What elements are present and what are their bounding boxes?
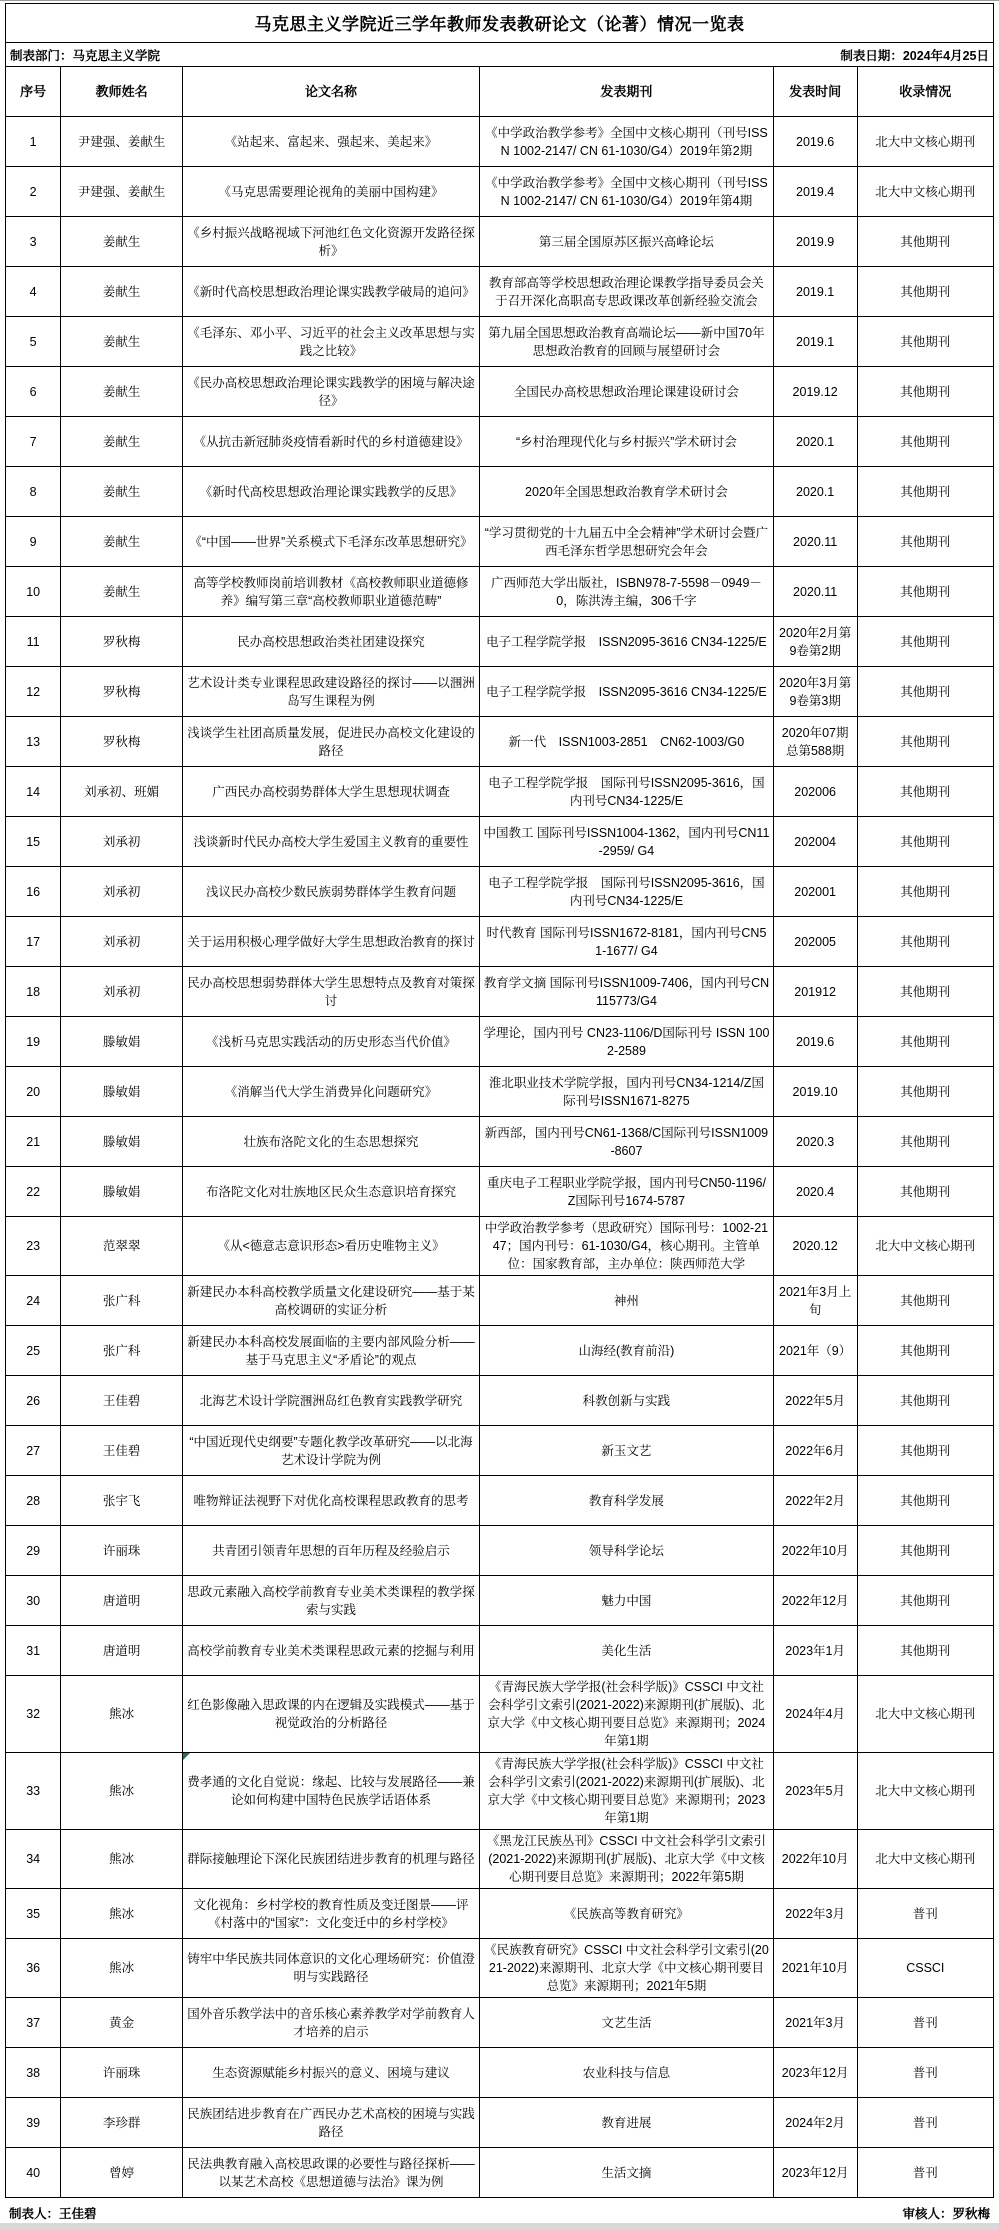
cell-teacher: 王佳碧 [61,1426,183,1476]
cell-index-status: CSSCI [857,1939,993,1998]
table-row [6,1067,994,1117]
cell-journal: 教育学文摘 国际刊号ISSN1009-7406，国内刊号CN115773/G4 [480,967,773,1017]
cell-index-status: 其他期刊 [857,217,993,267]
cell-journal: 《青海民族大学学报(社会科学版)》CSSCI 中文社会科学引文索引(2021-2022)来源期刊(扩展版)、北京大学《中文核心期刊要目总览》来源期刊；2024年第1期 [480,1676,773,1753]
cell-index-status: 其他期刊 [857,817,993,867]
cell-no: 27 [6,1426,61,1476]
cell-date: 2023年12月 [773,2048,857,2098]
cell-no: 21 [6,1117,61,1167]
table-row [6,1753,994,1830]
table-row [6,317,994,367]
cell-date: 202004 [773,817,857,867]
table-row [6,1939,994,1998]
cell-paper-title: 《乡村振兴战略视域下河池红色文化资源开发路径探析》 [182,217,479,267]
cell-journal: 文艺生活 [480,1998,773,2048]
cell-date: 2021年（9） [773,1326,857,1376]
cell-no: 34 [6,1830,61,1889]
cell-no: 10 [6,567,61,617]
cell-index-status: 其他期刊 [857,1376,993,1426]
cell-index-status: 北大中文核心期刊 [857,1217,993,1276]
cell-index-status: 其他期刊 [857,867,993,917]
cell-paper-title: 浅谈学生社团高质量发展，促进民办高校文化建设的路径 [182,717,479,767]
cell-index-status: 其他期刊 [857,567,993,617]
cell-teacher: 罗秋梅 [61,667,183,717]
cell-teacher: 熊冰 [61,1939,183,1998]
cell-paper-title: 《毛泽东、邓小平、习近平的社会主义改革思想与实践之比较》 [182,317,479,367]
table-row [6,467,994,517]
cell-paper-title: 思政元素融入高校学前教育专业美术类课程的教学探索与实践 [182,1576,479,1626]
cell-date: 202005 [773,917,857,967]
cell-index-status: 其他期刊 [857,1326,993,1376]
header-journal: 发表期刊 [480,67,773,117]
cell-date: 2020.3 [773,1117,857,1167]
cell-no: 35 [6,1889,61,1939]
cell-paper-title: 民族团结进步教育在广西民办艺术高校的困境与实践路径 [182,2098,479,2148]
cell-teacher: 滕敏娟 [61,1067,183,1117]
cell-no: 38 [6,2048,61,2098]
cell-journal: 领导科学论坛 [480,1526,773,1576]
cell-no: 26 [6,1376,61,1426]
cell-paper-title: 《马克思需要理论视角的美丽中国构建》 [182,167,479,217]
cell-index-status: 其他期刊 [857,917,993,967]
cell-no: 32 [6,1676,61,1753]
cell-journal: 生活文摘 [480,2148,773,2198]
cell-date: 2019.6 [773,1017,857,1067]
cell-teacher: 姜献生 [61,517,183,567]
table-row [6,117,994,167]
cell-index-status: 普刊 [857,1889,993,1939]
cell-paper-title: 《消解当代大学生消费异化问题研究》 [182,1067,479,1117]
table-row [6,1476,994,1526]
cell-date: 2019.1 [773,267,857,317]
table-row [6,1376,994,1426]
cell-index-status: 北大中文核心期刊 [857,1676,993,1753]
cell-date: 2020.1 [773,467,857,517]
cell-journal: 山海经(教育前沿) [480,1326,773,1376]
cell-journal: “学习贯彻党的十九届五中全会精神”学术研讨会暨广西毛泽东哲学思想研究会年会 [480,517,773,567]
cell-paper-title: 浅谈新时代民办高校大学生爱国主义教育的重要性 [182,817,479,867]
table-row [6,1167,994,1217]
cell-journal: 《中学政治教学参考》全国中文核心期刊（刊号ISSN 1002-2147/ CN 61-1030/G4）2019年第2期 [480,117,773,167]
cell-index-status: 其他期刊 [857,1626,993,1676]
cell-no: 19 [6,1017,61,1067]
table-row [6,917,994,967]
header-paper-title: 论文名称 [182,67,479,117]
table-row [6,267,994,317]
table-row [6,1526,994,1576]
cell-no: 31 [6,1626,61,1676]
table-row [6,1576,994,1626]
cell-journal: 科教创新与实践 [480,1376,773,1426]
cell-journal: 第九届全国思想政治教育高端论坛——新中国70年思想政治教育的回顾与展望研讨会 [480,317,773,367]
cell-index-status: 其他期刊 [857,617,993,667]
cell-paper-title: 费孝通的文化自觉说：缘起、比较与发展路径——兼论如何构建中国特色民族学话语体系 [182,1753,479,1830]
cell-index-status: 其他期刊 [857,1526,993,1576]
cell-no: 16 [6,867,61,917]
report-date-label: 制表日期：2024年4月25日 [840,49,989,63]
cell-index-status: 其他期刊 [857,667,993,717]
cell-paper-title: 铸牢中华民族共同体意识的文化心理场研究：价值澄明与实践路径 [182,1939,479,1998]
cell-paper-title: 《新时代高校思想政治理论课实践教学的反思》 [182,467,479,517]
cell-paper-title: 文化视角：乡村学校的教育性质及变迁图景——评《村落中的“国家”：文化变迁中的乡村学校》 [182,1889,479,1939]
cell-index-status: 其他期刊 [857,1067,993,1117]
cell-teacher: 熊冰 [61,1753,183,1830]
cell-index-status: 其他期刊 [857,267,993,317]
table-row [6,1830,994,1889]
cell-teacher: 滕敏娟 [61,1117,183,1167]
header-date: 发表时间 [773,67,857,117]
cell-no: 17 [6,917,61,967]
cell-date: 202001 [773,867,857,917]
cell-paper-title: 艺术设计类专业课程思政建设路径的探讨——以涠洲岛写生课程为例 [182,667,479,717]
cell-index-status: 其他期刊 [857,1167,993,1217]
cell-teacher: 唐道明 [61,1576,183,1626]
table-row [6,1676,994,1753]
cell-index-status: 其他期刊 [857,1426,993,1476]
cell-no: 37 [6,1998,61,2048]
cell-date: 201912 [773,967,857,1017]
cell-journal: 淮北职业技术学院学报，国内刊号CN34-1214/Z国际刊号ISSN1671-8275 [480,1067,773,1117]
cell-paper-title: 《浅析马克思实践活动的历史形态当代价值》 [182,1017,479,1067]
cell-index-status: 其他期刊 [857,1117,993,1167]
cell-date: 2022年10月 [773,1526,857,1576]
table-row [6,367,994,417]
cell-paper-title: 《从<德意志意识形态>看历史唯物主义》 [182,1217,479,1276]
table-row [6,867,994,917]
cell-no: 4 [6,267,61,317]
cell-date: 2021年3月上旬 [773,1276,857,1326]
cell-index-status: 其他期刊 [857,767,993,817]
cell-journal: 新玉文艺 [480,1426,773,1476]
cell-journal: “乡村治理现代化与乡村振兴”学术研讨会 [480,417,773,467]
cell-no: 12 [6,667,61,717]
cell-index-status: 其他期刊 [857,517,993,567]
cell-journal: 学理论，国内刊号 CN23-1106/D国际刊号 ISSN 1002-2589 [480,1017,773,1067]
cell-index-status: 普刊 [857,2148,993,2198]
cell-date: 2023年5月 [773,1753,857,1830]
cell-teacher: 刘承初 [61,917,183,967]
cell-paper-title: “中国近现代史纲要”专题化教学改革研究——以北海艺术设计学院为例 [182,1426,479,1476]
header-teacher: 教师姓名 [61,67,183,117]
cell-teacher: 刘承初 [61,817,183,867]
cell-teacher: 滕敏娟 [61,1167,183,1217]
cell-no: 20 [6,1067,61,1117]
header-index-status: 收录情况 [857,67,993,117]
cell-journal: 《黑龙江民族丛刊》CSSCI 中文社会科学引文索引(2021-2022)来源期刊(扩展版)、北京大学《中文核心期刊要目总览》来源期刊；2022年第5期 [480,1830,773,1889]
cell-teacher: 滕敏娟 [61,1017,183,1067]
cell-teacher: 姜献生 [61,217,183,267]
cell-no: 13 [6,717,61,767]
cell-index-status: 普刊 [857,2048,993,2098]
cell-date: 2024年4月 [773,1676,857,1753]
department-label: 制表部门：马克思主义学院 [10,49,161,63]
cell-date: 2023年12月 [773,2148,857,2198]
cell-paper-title: 高等学校教师岗前培训教材《高校教师职业道德修养》编写第三章“高校教师职业道德范畴” [182,567,479,617]
cell-paper-title: 民办高校思想政治类社团建设探究 [182,617,479,667]
cell-date: 2020年07期总第588期 [773,717,857,767]
cell-date: 2019.1 [773,317,857,367]
cell-journal: 教育部高等学校思想政治理论课教学指导委员会关于召开深化高职高专思政课改革创新经验交流会 [480,267,773,317]
cell-no: 2 [6,167,61,217]
cell-paper-title: 《民办高校思想政治理论课实践教学的困境与解决途径》 [182,367,479,417]
table-body [6,117,994,2198]
cell-paper-title: 唯物辩证法视野下对优化高校课程思政教育的思考 [182,1476,479,1526]
cell-date: 2022年10月 [773,1830,857,1889]
cell-no: 8 [6,467,61,517]
cell-no: 29 [6,1526,61,1576]
cell-index-status: 其他期刊 [857,1576,993,1626]
table-row [6,2048,994,2098]
table-row [6,1017,994,1067]
table-row [6,817,994,867]
cell-journal: 《青海民族大学学报(社会科学版)》CSSCI 中文社会科学引文索引(2021-2022)来源期刊(扩展版)、北京大学《中文核心期刊要目总览》来源期刊；2023年第1期 [480,1753,773,1830]
cell-date: 2022年6月 [773,1426,857,1476]
cell-no: 6 [6,367,61,417]
cell-teacher: 曾婷 [61,2148,183,2198]
cell-paper-title: 布洛陀文化对壮族地区民众生态意识培育探究 [182,1167,479,1217]
cell-journal: 电子工程学院学报 ISSN2095-3616 CN34-1225/E [480,667,773,717]
cell-paper-title: 国外音乐教学法中的音乐核心素养教学对学前教育人才培养的启示 [182,1998,479,2048]
cell-index-status: 其他期刊 [857,467,993,517]
table-row [6,1426,994,1476]
cell-no: 3 [6,217,61,267]
cell-index-status: 北大中文核心期刊 [857,1753,993,1830]
cell-index-status: 北大中文核心期刊 [857,1830,993,1889]
cell-journal: 新一代 ISSN1003-2851 CN62-1003/G0 [480,717,773,767]
cell-date: 2020.11 [773,517,857,567]
cell-paper-title: 广西民办高校弱势群体大学生思想现状调查 [182,767,479,817]
cell-index-status: 普刊 [857,2098,993,2148]
cell-index-status: 其他期刊 [857,1276,993,1326]
cell-date: 2020年3月第9卷第3期 [773,667,857,717]
table-row [6,167,994,217]
table-row [6,2098,994,2148]
cell-teacher: 尹建强、姜献生 [61,117,183,167]
cell-no: 18 [6,967,61,1017]
cell-date: 2020.12 [773,1217,857,1276]
preparer-label: 制表人：王佳碧 [9,2207,97,2221]
table-row [6,717,994,767]
cell-date: 2022年12月 [773,1576,857,1626]
cell-paper-title: 北海艺术设计学院涠洲岛红色教育实践教学研究 [182,1376,479,1426]
cell-journal: 美化生活 [480,1626,773,1676]
cell-journal: 魅力中国 [480,1576,773,1626]
cell-date: 2019.12 [773,367,857,417]
cell-teacher: 姜献生 [61,417,183,467]
cell-date: 2019.9 [773,217,857,267]
table-row [6,217,994,267]
cell-date: 2021年3月 [773,1998,857,2048]
cell-date: 2020.1 [773,417,857,467]
cell-date: 2020.11 [773,567,857,617]
table-row [6,617,994,667]
cell-date: 2024年2月 [773,2098,857,2148]
cell-date: 202006 [773,767,857,817]
cell-teacher: 李珍群 [61,2098,183,2148]
table-row [6,417,994,467]
table-row [6,1326,994,1376]
cell-no: 28 [6,1476,61,1526]
cell-index-status: 其他期刊 [857,317,993,367]
cell-journal: 新西部，国内刊号CN61-1368/C国际刊号ISSN1009-8607 [480,1117,773,1167]
cell-journal: 《中学政治教学参考》全国中文核心期刊（刊号ISSN 1002-2147/ CN 61-1030/G4）2019年第4期 [480,167,773,217]
cell-teacher: 张广科 [61,1326,183,1376]
meta-row [5,43,994,66]
table-row [6,767,994,817]
cell-no: 30 [6,1576,61,1626]
cell-teacher: 张广科 [61,1276,183,1326]
cell-paper-title: 《新时代高校思想政治理论课实践教学破局的追问》 [182,267,479,317]
cell-journal: 教育进展 [480,2098,773,2148]
cell-teacher: 熊冰 [61,1889,183,1939]
cell-teacher: 张宇飞 [61,1476,183,1526]
cell-paper-title: 群际接触理论下深化民族团结进步教育的机理与路径 [182,1830,479,1889]
page-title: 马克思主义学院近三学年教师发表教研论文（论著）情况一览表 [5,3,994,43]
papers-table [5,66,994,2198]
cell-index-status: 北大中文核心期刊 [857,117,993,167]
cell-paper-title: 民法典教育融入高校思政课的必要性与路径探析——以某艺术高校《思想道德与法治》课为例 [182,2148,479,2198]
cell-index-status: 其他期刊 [857,417,993,467]
cell-journal: 《民族高等教育研究》 [480,1889,773,1939]
cell-journal: 农业科技与信息 [480,2048,773,2098]
cell-index-status: 其他期刊 [857,367,993,417]
cell-no: 15 [6,817,61,867]
cell-index-status: 其他期刊 [857,967,993,1017]
cell-journal: 重庆电子工程职业学院学报，国内刊号CN50-1196/Z国际刊号1674-5787 [480,1167,773,1217]
cell-teacher: 罗秋梅 [61,617,183,667]
cell-journal: 电子工程学院学报 国际刊号ISSN2095-3616，国内刊号CN34-1225/E [480,767,773,817]
table-row [6,1889,994,1939]
cell-date: 2020年2月第9卷第2期 [773,617,857,667]
cell-no: 1 [6,117,61,167]
cell-date: 2019.6 [773,117,857,167]
cell-date: 2022年5月 [773,1376,857,1426]
cell-index-status: 其他期刊 [857,1476,993,1526]
cell-journal: 电子工程学院学报 国际刊号ISSN2095-3616，国内刊号CN34-1225/E [480,867,773,917]
reviewer-label: 审核人：罗秋梅 [902,2207,990,2221]
table-row [6,2148,994,2198]
cell-teacher: 许丽珠 [61,1526,183,1576]
table-row [6,967,994,1017]
cell-teacher: 罗秋梅 [61,717,183,767]
cell-teacher: 姜献生 [61,317,183,367]
table-row [6,1217,994,1276]
table-row [6,1276,994,1326]
cell-teacher: 刘承初、班媚 [61,767,183,817]
cell-paper-title: 民办高校思想弱势群体大学生思想特点及教育对策探讨 [182,967,479,1017]
cell-no: 11 [6,617,61,667]
cell-date: 2019.4 [773,167,857,217]
cell-journal: 中国教工 国际刊号ISSN1004-1362，国内刊号CN11-2959/ G4 [480,817,773,867]
cell-no: 33 [6,1753,61,1830]
cell-teacher: 许丽珠 [61,2048,183,2098]
cell-paper-title: 壮族布洛陀文化的生态思想探究 [182,1117,479,1167]
cell-teacher: 刘承初 [61,867,183,917]
cell-comment-marker [183,1753,190,1760]
table-header-row [6,67,994,117]
cell-journal: 教育科学发展 [480,1476,773,1526]
cell-teacher: 唐道明 [61,1626,183,1676]
cell-journal: 神州 [480,1276,773,1326]
table-row [6,667,994,717]
cell-paper-title: 《站起来、富起来、强起来、美起来》 [182,117,479,167]
cell-index-status: 其他期刊 [857,717,993,767]
cell-paper-title: 《“中国——世界”关系模式下毛泽东改革思想研究》 [182,517,479,567]
cell-date: 2019.10 [773,1067,857,1117]
cell-index-status: 其他期刊 [857,1017,993,1067]
cell-teacher: 熊冰 [61,1676,183,1753]
cell-no: 40 [6,2148,61,2198]
cell-teacher: 范翠翠 [61,1217,183,1276]
cell-journal: 2020年全国思想政治教育学术研讨会 [480,467,773,517]
cell-teacher: 姜献生 [61,567,183,617]
cell-no: 25 [6,1326,61,1376]
cell-date: 2022年3月 [773,1889,857,1939]
cell-journal: 电子工程学院学报 ISSN2095-3616 CN34-1225/E [480,617,773,667]
cell-no: 14 [6,767,61,817]
cell-journal: 时代教育 国际刊号ISSN1672-8181，国内刊号CN51-1677/ G4 [480,917,773,967]
cell-paper-title: 浅议民办高校少数民族弱势群体学生教育问题 [182,867,479,917]
cell-teacher: 黄金 [61,1998,183,2048]
table-row [6,1117,994,1167]
cell-teacher: 熊冰 [61,1830,183,1889]
cell-no: 23 [6,1217,61,1276]
cell-index-status: 普刊 [857,1998,993,2048]
report-sheet [5,3,994,2230]
cell-teacher: 尹建强、姜献生 [61,167,183,217]
cell-no: 9 [6,517,61,567]
cell-teacher: 刘承初 [61,967,183,1017]
header-no: 序号 [6,67,61,117]
cell-paper-title: 共青团引领青年思想的百年历程及经验启示 [182,1526,479,1576]
cell-journal: 全国民办高校思想政治理论课建设研讨会 [480,367,773,417]
cell-paper-title: 生态资源赋能乡村振兴的意义、困境与建议 [182,2048,479,2098]
cell-teacher: 姜献生 [61,367,183,417]
cell-no: 39 [6,2098,61,2148]
screenshot-bottom-edge [0,2223,999,2230]
cell-date: 2020.4 [773,1167,857,1217]
cell-no: 24 [6,1276,61,1326]
cell-date: 2021年10月 [773,1939,857,1998]
cell-journal: 《民族教育研究》CSSCI 中文社会科学引文索引(2021-2022)来源期刊、北京大学《中文核心期刊要目总览》来源期刊；2021年5期 [480,1939,773,1998]
cell-date: 2023年1月 [773,1626,857,1676]
cell-date: 2022年2月 [773,1476,857,1526]
cell-index-status: 北大中文核心期刊 [857,167,993,217]
cell-journal: 第三届全国原苏区振兴高峰论坛 [480,217,773,267]
cell-paper-title: 新建民办本科高校发展面临的主要内部风险分析——基于马克思主义“矛盾论”的观点 [182,1326,479,1376]
cell-journal: 广西师范大学出版社，ISBN978-7-5598－0949－0，陈洪涛主编，306千字 [480,567,773,617]
cell-paper-title: 高校学前教育专业美术类课程思政元素的挖掘与利用 [182,1626,479,1676]
cell-no: 22 [6,1167,61,1217]
cell-teacher: 王佳碧 [61,1376,183,1426]
cell-no: 36 [6,1939,61,1998]
cell-paper-title: 《从抗击新冠肺炎疫情看新时代的乡村道德建设》 [182,417,479,467]
cell-journal: 中学政治教学参考（思政研究）国际刊号：1002-2147；国内刊号：61-1030/G4，核心期刊。主管单位：国家教育部，主办单位：陕西师范大学 [480,1217,773,1276]
cell-no: 5 [6,317,61,367]
table-row [6,1626,994,1676]
table-row [6,517,994,567]
cell-teacher: 姜献生 [61,467,183,517]
cell-paper-title: 关于运用积极心理学做好大学生思想政治教育的探讨 [182,917,479,967]
cell-no: 7 [6,417,61,467]
cell-teacher: 姜献生 [61,267,183,317]
cell-paper-title: 新建民办本科高校教学质量文化建设研究——基于某高校调研的实证分析 [182,1276,479,1326]
table-row [6,567,994,617]
cell-paper-title: 红色影像融入思政课的内在逻辑及实践模式——基于视觉政治的分析路径 [182,1676,479,1753]
table-row [6,1998,994,2048]
